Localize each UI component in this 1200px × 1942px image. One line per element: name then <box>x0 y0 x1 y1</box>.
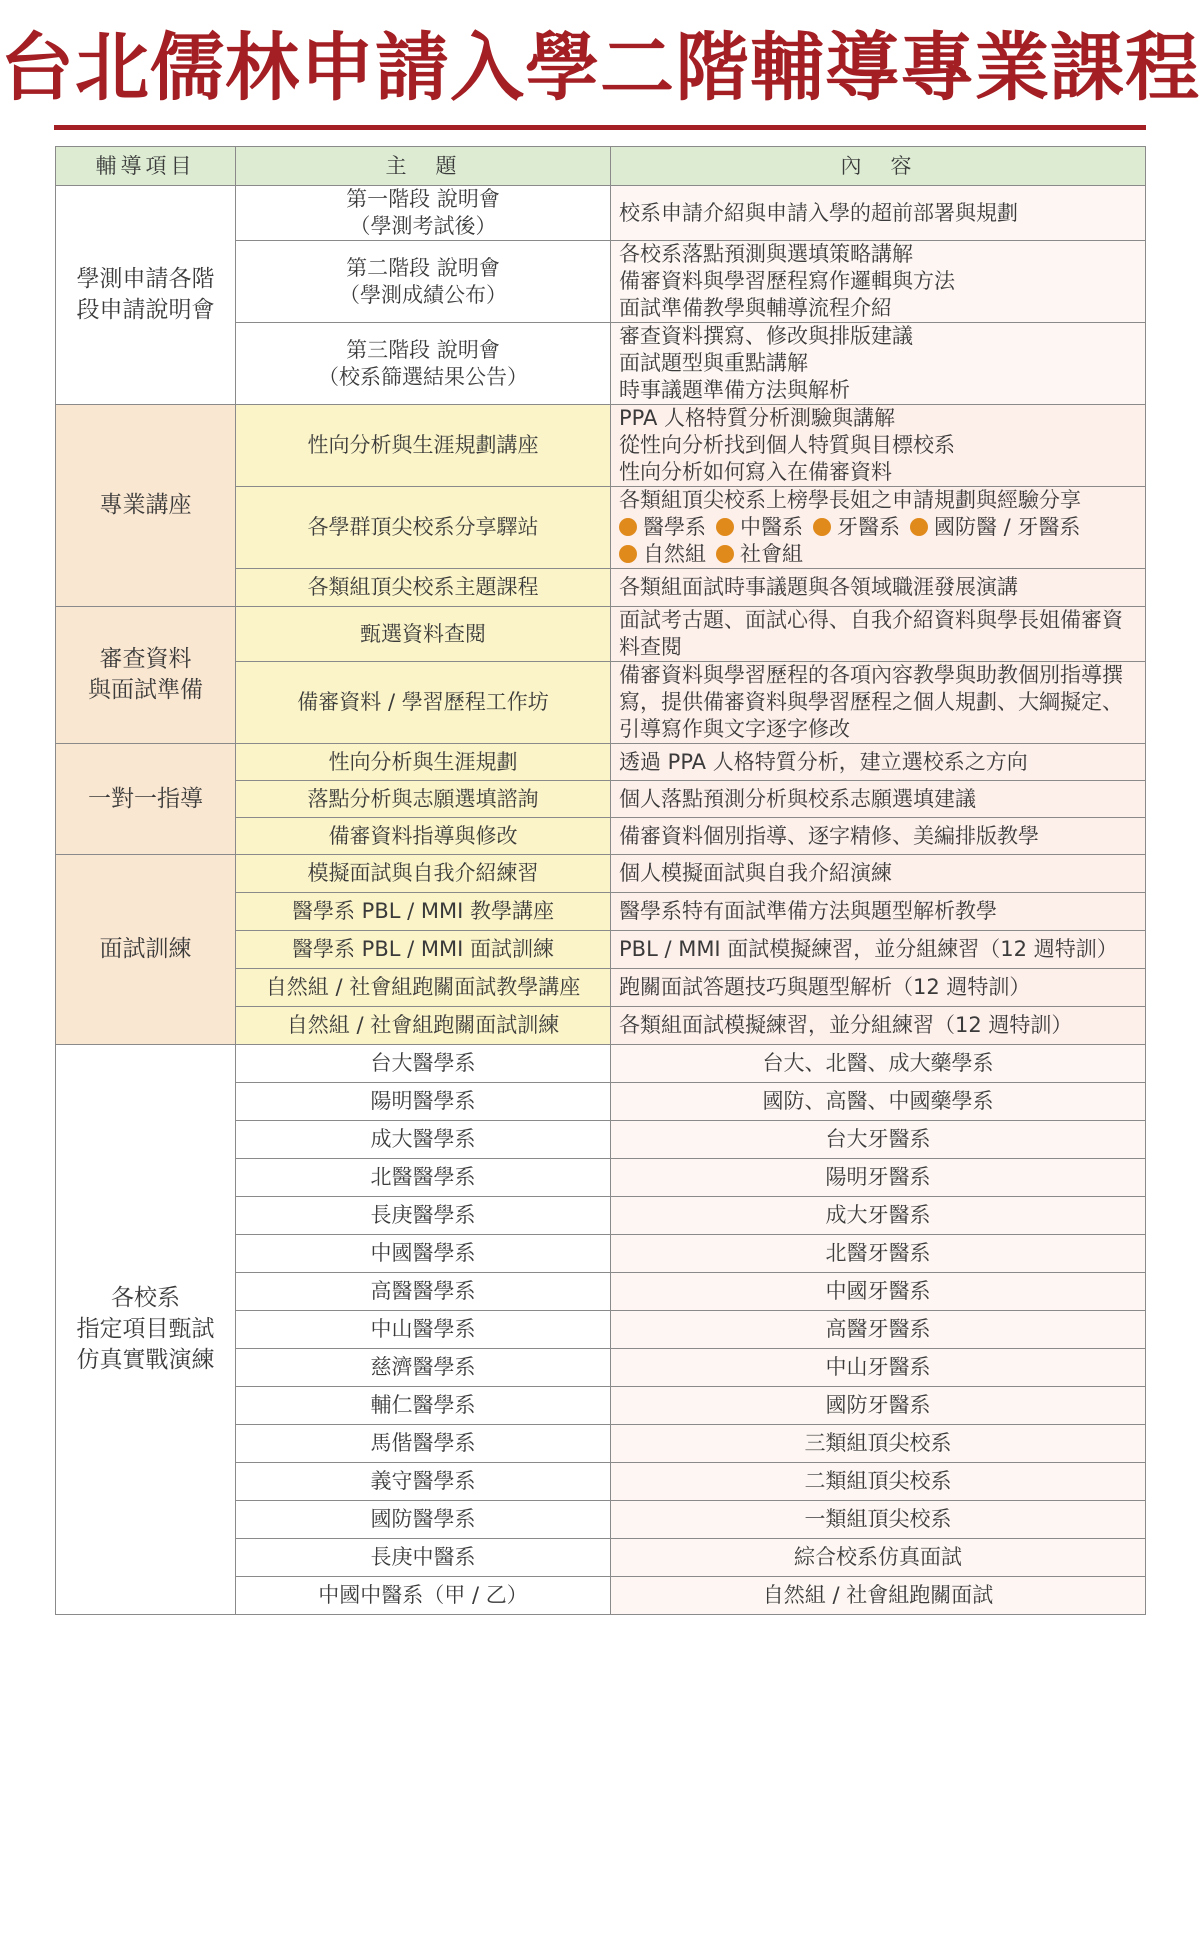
topic-cell <box>236 569 611 607</box>
table-row <box>56 744 1146 781</box>
topic-cell <box>236 1235 611 1273</box>
table-row <box>56 405 1146 487</box>
content-cell <box>611 607 1146 662</box>
content-cell <box>611 855 1146 893</box>
topic-label: 慈濟醫學系 <box>370 1355 476 1379</box>
content-text: 中國牙醫系 <box>825 1279 931 1303</box>
title-divider <box>54 125 1146 130</box>
content-cell <box>611 893 1146 931</box>
bullet-line <box>619 541 1137 568</box>
bullet-dot-icon <box>619 518 637 536</box>
topic-label: 國防醫學系 <box>370 1507 476 1531</box>
bullet-dot-icon <box>910 518 928 536</box>
category-label: 面試訓練 <box>99 936 192 962</box>
content-cell <box>611 405 1146 487</box>
bullet-item <box>813 515 900 539</box>
topic-label: 長庚中醫系 <box>370 1545 476 1569</box>
topic-cell <box>236 186 611 241</box>
content-cell <box>611 969 1146 1007</box>
category-label: 仿真實戰演練 <box>76 1347 215 1373</box>
topic-cell <box>236 1501 611 1539</box>
content-cell <box>611 1349 1146 1387</box>
page-title: 台北儒林申請入學二階輔導專業課程 <box>0 25 1200 111</box>
header-item: 輔導項目 <box>56 147 236 186</box>
content-cell <box>611 1045 1146 1083</box>
category-label: 各校系 <box>111 1285 180 1311</box>
content-text: 時事議題準備方法與解析 <box>619 378 850 402</box>
content-cell <box>611 1159 1146 1197</box>
topic-cell <box>236 1539 611 1577</box>
content-cell <box>611 1235 1146 1273</box>
topic-label: 第三階段 說明會 <box>346 337 500 362</box>
content-text: 國防牙醫系 <box>825 1393 931 1417</box>
bullet-item <box>619 542 706 566</box>
bullet-item <box>716 542 803 566</box>
topic-cell <box>236 1311 611 1349</box>
topic-cell <box>236 1197 611 1235</box>
category-label: 段申請說明會 <box>76 297 215 323</box>
topic-cell <box>236 662 611 744</box>
content-text: 成大牙醫系 <box>825 1203 931 1227</box>
topic-cell <box>236 855 611 893</box>
topic-label: 成大醫學系 <box>370 1127 476 1151</box>
content-cell <box>611 1387 1146 1425</box>
topic-label: 北醫醫學系 <box>370 1165 476 1189</box>
table-row <box>56 186 1146 241</box>
content-cell <box>611 1539 1146 1577</box>
content-text: 面試題型與重點講解 <box>619 351 808 375</box>
table-header-row <box>56 147 1146 186</box>
content-text: 二類組頂尖校系 <box>804 1469 952 1493</box>
bullet-label: 國防醫 / 牙醫系 <box>934 515 1081 539</box>
topic-label: （學測成績公布） <box>339 282 507 307</box>
content-text: 跑關面試答題技巧與題型解析（12 週特訓） <box>619 975 1031 999</box>
content-text: 各類組頂尖校系上榜學長姐之申請規劃與經驗分享 <box>619 488 1081 512</box>
content-text: 各校系落點預測與選填策略講解 <box>619 242 913 266</box>
topic-cell <box>236 1159 611 1197</box>
topic-cell <box>236 1577 611 1615</box>
content-text: 校系申請介紹與申請入學的超前部署與規劃 <box>619 200 1018 225</box>
content-text: PBL / MMI 面試模擬練習，並分組練習（12 週特訓） <box>619 937 1118 961</box>
content-cell <box>611 818 1146 855</box>
topic-label: （校系篩選結果公告） <box>318 364 528 389</box>
bullet-item <box>910 515 1080 539</box>
topic-cell <box>236 818 611 855</box>
topic-cell <box>236 1463 611 1501</box>
topic-label: 高醫醫學系 <box>370 1279 476 1303</box>
bullet-label: 牙醫系 <box>837 515 900 539</box>
topic-label: 中國中醫系（甲 / 乙） <box>318 1583 528 1607</box>
topic-cell <box>236 241 611 323</box>
content-text: 個人落點預測分析與校系志願選填建議 <box>619 786 976 811</box>
content-cell <box>611 931 1146 969</box>
bullet-dot-icon <box>716 545 734 563</box>
topic-label: 醫學系 PBL / MMI 面試訓練 <box>292 937 554 961</box>
topic-label: 各類組頂尖校系主題課程 <box>307 575 539 599</box>
content-cell <box>611 1311 1146 1349</box>
topic-label: 備審資料 / 學習歷程工作坊 <box>297 690 549 714</box>
category-cell <box>56 186 236 405</box>
topic-cell <box>236 1083 611 1121</box>
content-cell <box>611 323 1146 405</box>
category-cell <box>56 405 236 607</box>
topic-cell <box>236 744 611 781</box>
content-text: 自然組 / 社會組跑關面試 <box>762 1583 994 1607</box>
category-cell <box>56 855 236 1045</box>
bullet-item <box>716 515 803 539</box>
content-text: PPA 人格特質分析測驗與講解 <box>619 406 896 430</box>
course-table <box>55 146 1146 1615</box>
topic-cell <box>236 1121 611 1159</box>
topic-cell <box>236 1349 611 1387</box>
topic-cell <box>236 1425 611 1463</box>
content-cell <box>611 569 1146 607</box>
content-text: 陽明牙醫系 <box>825 1165 931 1189</box>
content-text: 中山牙醫系 <box>825 1355 931 1379</box>
content-cell <box>611 487 1146 569</box>
content-cell <box>611 1121 1146 1159</box>
content-cell <box>611 1007 1146 1045</box>
content-cell <box>611 1083 1146 1121</box>
topic-cell <box>236 1387 611 1425</box>
topic-label: 甄選資料查閱 <box>360 621 486 646</box>
topic-label: 落點分析與志願選填諮詢 <box>307 786 539 811</box>
category-cell <box>56 607 236 744</box>
content-text: 從性向分析找到個人特質與目標校系 <box>619 433 955 457</box>
content-cell <box>611 241 1146 323</box>
bullet-label: 自然組 <box>643 542 706 566</box>
header-content: 內 容 <box>611 147 1146 186</box>
topic-cell <box>236 1273 611 1311</box>
bullet-dot-icon <box>716 518 734 536</box>
table-row <box>56 607 1146 662</box>
content-text: 備審資料與學習歷程寫作邏輯與方法 <box>619 269 955 293</box>
topic-cell <box>236 1007 611 1045</box>
content-text: 三類組頂尖校系 <box>804 1431 952 1455</box>
topic-label: 台大醫學系 <box>370 1051 476 1075</box>
content-text: 備審資料與學習歷程的各項內容教學與助教個別指導撰寫，提供備審資料與學習歷程之個人規劃、大綱擬定、引導寫作與文字逐字修改 <box>619 663 1123 741</box>
category-label: 指定項目甄試 <box>76 1316 215 1342</box>
table-row <box>56 855 1146 893</box>
content-text: 面試考古題、面試心得、自我介紹資料與學長姐備審資料查閱 <box>619 608 1123 659</box>
content-cell <box>611 1273 1146 1311</box>
topic-label: 義守醫學系 <box>370 1469 476 1493</box>
content-cell <box>611 1463 1146 1501</box>
category-label: 一對一指導 <box>88 785 203 812</box>
content-text: 面試準備教學與輔導流程介紹 <box>619 296 892 320</box>
category-label: 學測申請各階 <box>76 266 215 292</box>
content-text: 性向分析如何寫入在備審資料 <box>619 460 892 484</box>
bullet-item <box>619 515 706 539</box>
topic-label: 陽明醫學系 <box>370 1089 476 1113</box>
content-text: 審查資料撰寫、修改與排版建議 <box>619 324 913 348</box>
content-text: 個人模擬面試與自我介紹演練 <box>619 861 892 885</box>
topic-label: 中國醫學系 <box>370 1241 476 1265</box>
topic-label: 中山醫學系 <box>370 1317 476 1341</box>
content-text: 北醫牙醫系 <box>825 1241 931 1265</box>
bullet-line <box>619 514 1137 541</box>
topic-label: 第二階段 說明會 <box>346 255 500 280</box>
content-text: 台大、北醫、成大藥學系 <box>762 1051 994 1075</box>
content-text: 國防、高醫、中國藥學系 <box>762 1089 994 1113</box>
bullet-dot-icon <box>813 518 831 536</box>
topic-cell <box>236 323 611 405</box>
category-label: 專業講座 <box>99 492 192 518</box>
category-label: 審查資料 <box>99 646 192 672</box>
content-cell <box>611 1197 1146 1235</box>
topic-label: 輔仁醫學系 <box>370 1393 476 1417</box>
topic-label: （學測考試後） <box>349 214 497 238</box>
topic-label: 自然組 / 社會組跑關面試教學講座 <box>265 975 581 999</box>
topic-cell <box>236 1045 611 1083</box>
topic-label: 備審資料指導與修改 <box>328 823 518 848</box>
content-cell <box>611 781 1146 818</box>
content-text: 醫學系特有面試準備方法與題型解析教學 <box>619 899 997 923</box>
topic-cell <box>236 969 611 1007</box>
topic-cell <box>236 931 611 969</box>
topic-label: 性向分析與生涯規劃講座 <box>307 433 539 457</box>
topic-label: 各學群頂尖校系分享驛站 <box>307 515 539 539</box>
topic-cell <box>236 607 611 662</box>
content-cell <box>611 1577 1146 1615</box>
category-cell <box>56 1045 236 1615</box>
topic-label: 長庚醫學系 <box>370 1203 476 1227</box>
category-label: 與面試準備 <box>88 677 203 703</box>
topic-cell <box>236 487 611 569</box>
topic-cell <box>236 781 611 818</box>
bullet-dot-icon <box>619 545 637 563</box>
bullet-label: 醫學系 <box>643 515 706 539</box>
topic-label: 馬偕醫學系 <box>370 1431 476 1455</box>
topic-cell <box>236 893 611 931</box>
header-topic: 主 題 <box>236 147 611 186</box>
content-cell <box>611 186 1146 241</box>
content-text: 各類組面試模擬練習，並分組練習（12 週特訓） <box>619 1013 1073 1037</box>
topic-label: 自然組 / 社會組跑關面試訓練 <box>286 1013 560 1037</box>
category-cell <box>56 744 236 855</box>
topic-label: 模擬面試與自我介紹練習 <box>307 861 539 885</box>
content-cell <box>611 1425 1146 1463</box>
content-text: 綜合校系仿真面試 <box>794 1545 962 1569</box>
bullet-label: 社會組 <box>740 542 803 566</box>
content-text: 備審資料個別指導、逐字精修、美編排版教學 <box>619 823 1039 848</box>
content-cell <box>611 744 1146 781</box>
topic-label: 第一階段 說明會 <box>346 187 500 211</box>
content-text: 各類組面試時事議題與各領域職涯發展演講 <box>619 575 1018 599</box>
table-row <box>56 1045 1146 1083</box>
content-text: 一類組頂尖校系 <box>804 1507 952 1531</box>
content-cell <box>611 1501 1146 1539</box>
content-text: 高醫牙醫系 <box>825 1317 931 1341</box>
bullet-label: 中醫系 <box>740 515 803 539</box>
content-text: 透過 PPA 人格特質分析，建立選校系之方向 <box>619 749 1028 774</box>
content-cell <box>611 662 1146 744</box>
topic-label: 醫學系 PBL / MMI 教學講座 <box>292 899 554 923</box>
content-text: 台大牙醫系 <box>825 1127 931 1151</box>
topic-cell <box>236 405 611 487</box>
topic-label: 性向分析與生涯規劃 <box>328 749 518 774</box>
